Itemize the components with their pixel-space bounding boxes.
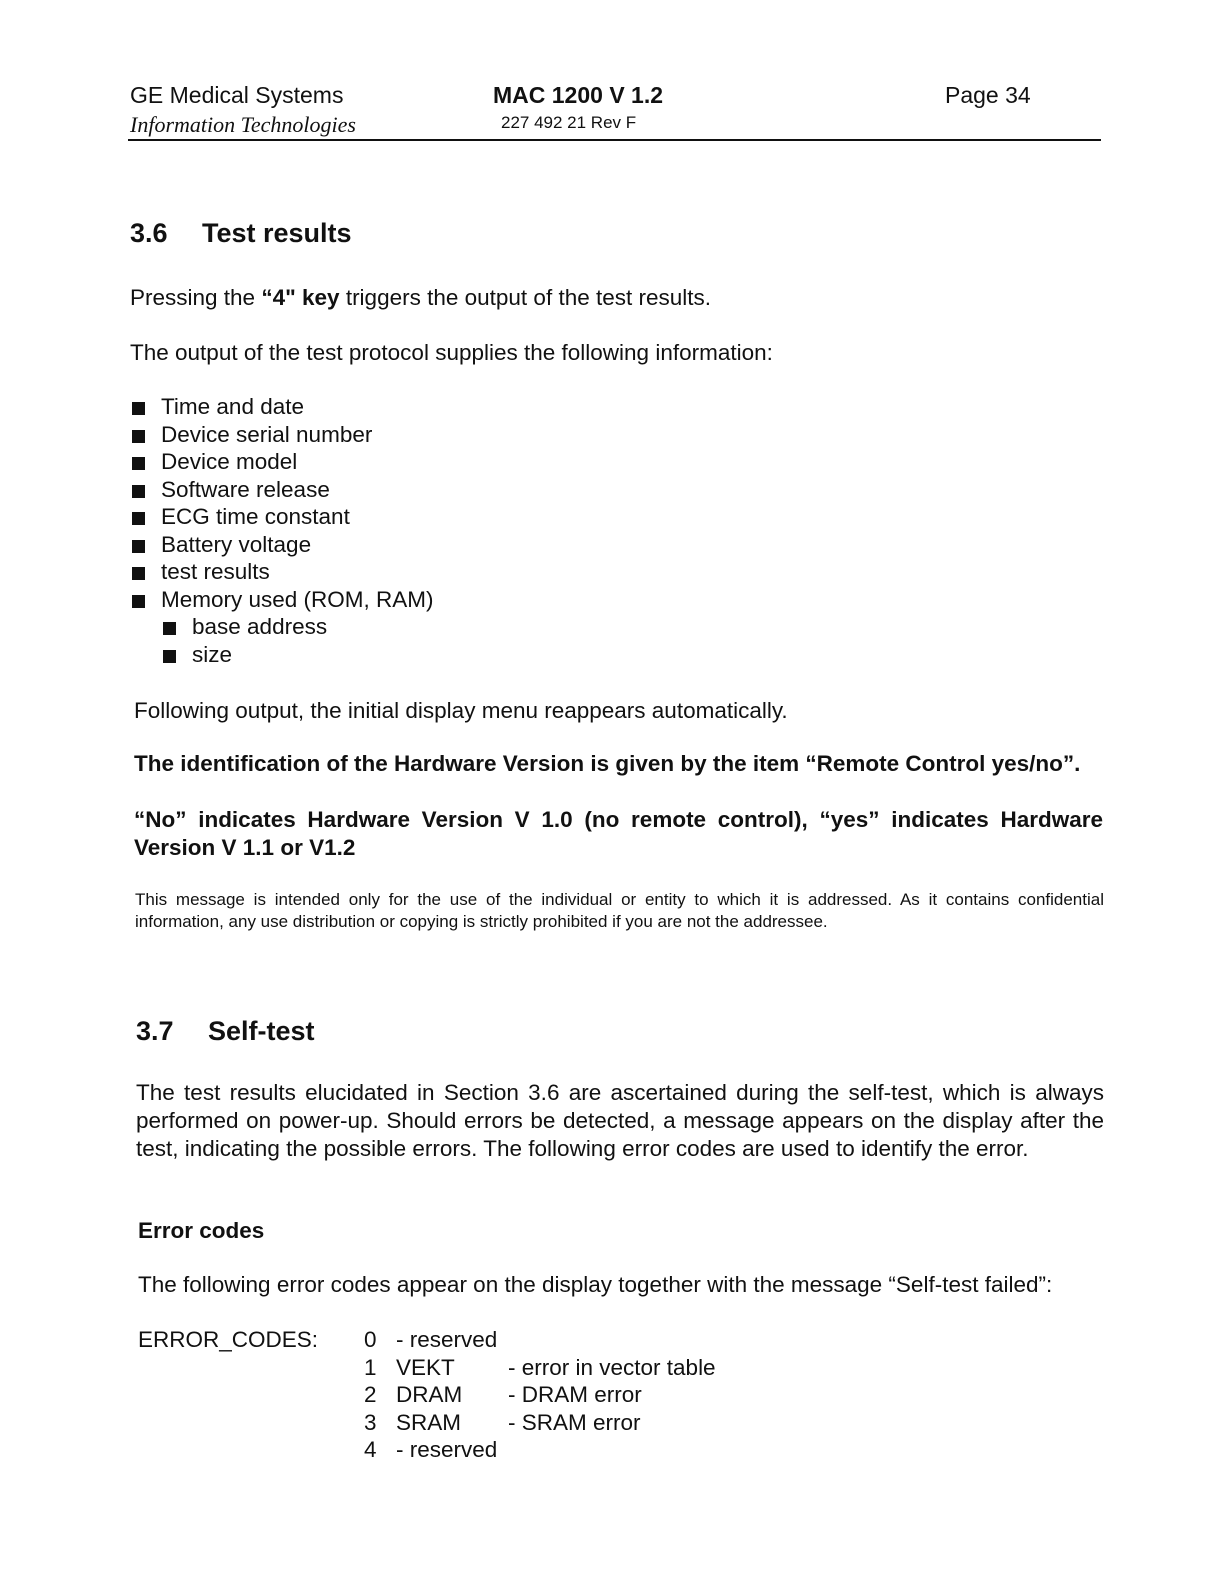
error-code-number: 4: [364, 1437, 377, 1462]
error-code-row: [364, 1326, 784, 1354]
header-left: [130, 80, 356, 140]
intro-text-start: Pressing the: [130, 285, 262, 310]
error-code-name: SRAM: [396, 1409, 462, 1435]
list-item: Software release: [130, 476, 730, 504]
intro-text-end: triggers the output of the test results.: [339, 285, 712, 310]
page-number: Page 34: [945, 82, 1031, 108]
list-item: size: [161, 641, 761, 669]
hardware-versions: “No” indicates Hardware Version V 1.0 (no remote control), “yes” indicates Hardware Version V 1.1 or V1.2: [134, 807, 1103, 860]
list-item: test results: [130, 558, 730, 586]
error-codes-heading: Error codes: [138, 1218, 265, 1243]
key-name: “4" key: [261, 285, 340, 310]
error-code-description: - error in vector table: [508, 1354, 716, 1380]
header-rule: [128, 139, 1101, 141]
error-code-row: [364, 1436, 784, 1464]
product-title: MAC 1200 V 1.2: [493, 82, 664, 108]
section-title: Test results: [202, 218, 352, 248]
error-code-list: [364, 1326, 784, 1464]
error-code-row: [364, 1409, 784, 1437]
error-code-name: - reserved: [396, 1327, 498, 1352]
list-item: Device serial number: [130, 421, 730, 449]
company-name: GE Medical Systems: [130, 82, 344, 108]
error-code-number: 0: [364, 1327, 377, 1352]
section-number: 3.6: [130, 218, 168, 248]
error-code-name: VEKT: [396, 1354, 455, 1380]
error-code-number: 2: [364, 1382, 377, 1407]
list-item: Time and date: [130, 393, 730, 421]
list-item: ECG time constant: [130, 503, 730, 531]
intro-paragraph: [130, 284, 711, 312]
error-code-description: - DRAM error: [508, 1382, 642, 1407]
error-code-name: - reserved: [396, 1437, 498, 1462]
following-paragraph: Following output, the initial display menu reappears automatically.: [134, 698, 788, 723]
memory-sublist: [161, 613, 761, 668]
error-code-row: [364, 1381, 784, 1409]
error-code-number: 3: [364, 1409, 377, 1435]
info-lead: The output of the test protocol supplies the following information:: [130, 340, 773, 365]
list-item: base address: [161, 613, 761, 641]
document-number: 227 492 21 Rev F: [501, 113, 637, 132]
error-codes-label: ERROR_CODES:: [138, 1327, 319, 1352]
hardware-identification: The identification of the Hardware Version is given by the item “Remote Control yes/no”.: [134, 751, 1081, 776]
division-name: Information Technologies: [130, 112, 356, 137]
error-code-description: - SRAM error: [508, 1409, 641, 1435]
error-code-number: 1: [364, 1354, 377, 1380]
section-number: 3.7: [136, 1016, 174, 1046]
self-test-paragraph: The test results elucidated in Section 3.6 are ascertained during the self-test, which is always performed on power-up. Should errors be detected, a message appears on the display after the test, indicating the possible errors. The following error codes are used to identify the error.: [136, 1080, 1104, 1161]
section-3-7-heading: [136, 1014, 315, 1048]
list-item: Memory used (ROM, RAM): [130, 586, 730, 614]
list-item: Battery voltage: [130, 531, 730, 559]
confidentiality-notice: This message is intended only for the use of the individual or entity to which it is addressed. As it contains confidential information, any use distribution or copying is strictly prohibited if you are not the addressee.: [135, 890, 1104, 931]
section-3-6-heading: [130, 216, 352, 250]
section-title: Self-test: [208, 1016, 315, 1046]
info-list: [130, 393, 730, 613]
error-codes-lead: The following error codes appear on the display together with the message “Self-test failed”:: [138, 1272, 1053, 1297]
header-center: [493, 80, 663, 136]
list-item: Device model: [130, 448, 730, 476]
error-code-row: [364, 1354, 784, 1382]
error-code-name: DRAM: [396, 1382, 463, 1407]
